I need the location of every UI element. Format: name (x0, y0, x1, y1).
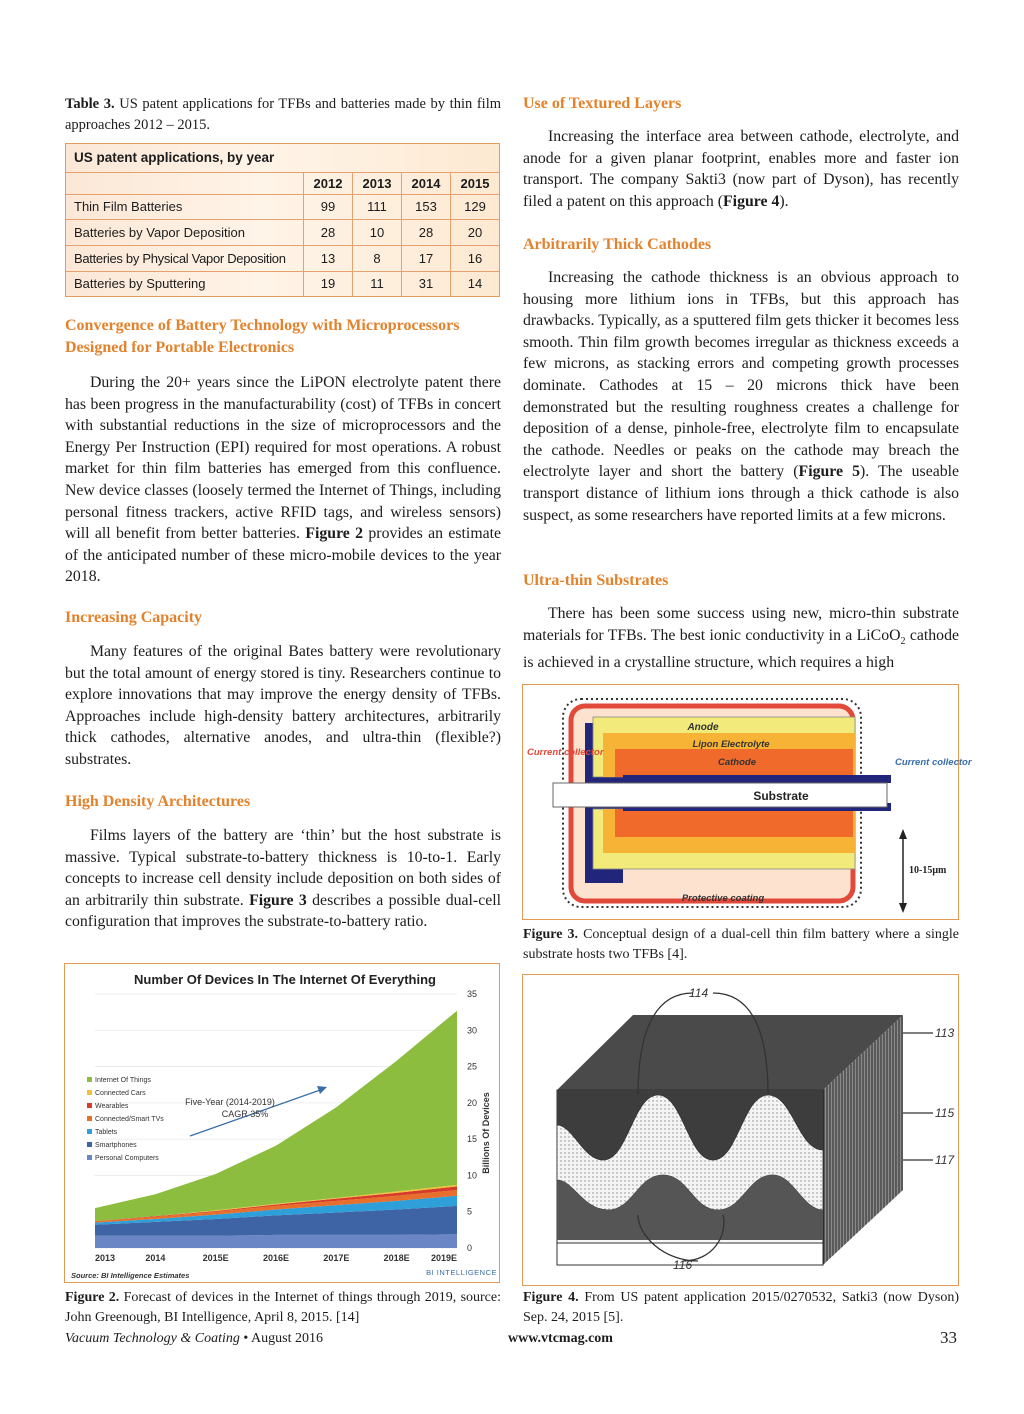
table-cell: 129 (451, 194, 500, 220)
series-area (95, 1234, 457, 1248)
table3-year: 2014 (402, 172, 451, 194)
table-cell: 10 (353, 220, 402, 246)
legend-swatch (87, 1090, 92, 1095)
thickness-arrow-bottom (899, 903, 907, 913)
paragraph-text: ). (779, 192, 789, 210)
section-heading: Use of Textured Layers (523, 95, 682, 112)
table-cell: 28 (304, 220, 353, 246)
legend-swatch (87, 1116, 92, 1121)
x-tick-label: 2015E (202, 1253, 229, 1263)
figure3 (522, 684, 972, 920)
x-tick-label: 2016E (262, 1253, 290, 1263)
table3-year: 2012 (304, 172, 353, 194)
table-cell: 111 (353, 194, 402, 220)
electrolyte-label: Lipon Electrolyte (692, 739, 770, 750)
legend-label: Smartphones (95, 1142, 137, 1149)
legend-label: Wearables (95, 1103, 129, 1110)
table-cell: 11 (353, 271, 402, 296)
table-cell: 28 (402, 220, 451, 246)
substrate-label: Substrate (753, 789, 809, 803)
table-cell: 19 (304, 271, 353, 296)
paragraph-text: Increasing the cathode thickness is an obvious approach to housing more lithium ions in TFBs, but this approach has drawbacks. Typically, as a sputtered film gets thicker it becomes less smooth. Thin film growth becomes irregular as thickness exceeds a few microns, as stacking errors and competing growth processes dominate. Cathodes at 15 – 20 microns thick have been demonstrated but the resulting roughness creates a challenge for deposition of a dense, pinhole-free, electrolyte film to encapsulate the cathode. Needles or peaks on the cathode may breach the electrolyte layer and short the battery ( (523, 269, 959, 481)
chart-source: Source: BI Intelligence Estimates (71, 1271, 190, 1280)
table3-caption-text: US patent applications for TFBs and batteries made by thin film approaches 2012 – 2015. (65, 96, 502, 133)
cathode-layer-bottom (615, 809, 853, 837)
section-ultra-thin (523, 570, 959, 674)
caption-text: From US patent application 2015/0270532, Satki3 (now Dyson) Sep. 24, 2015 [5]. (523, 1290, 960, 1325)
legend-label: Personal Computers (95, 1155, 159, 1162)
chart-legend (87, 1077, 164, 1162)
x-tick-label: 2018E (383, 1253, 410, 1263)
caption-label: Figure 2. (65, 1290, 120, 1305)
table-row (66, 271, 499, 296)
figure-reference: Figure 4 (723, 192, 780, 210)
table3-label: Table 3. (65, 96, 115, 112)
legend-swatch (87, 1129, 92, 1134)
x-tick-label: 2013 (95, 1253, 116, 1263)
figure3-caption (523, 925, 959, 964)
paragraph-text: describes a possible dual-cell configuration that improves the substrate-to-battery ratio. (65, 891, 501, 931)
legend-swatch (87, 1155, 92, 1160)
y-axis-ticks (467, 989, 477, 1253)
y-tick-label: 30 (467, 1025, 478, 1036)
current-collector-left-label: Current collector (527, 747, 604, 758)
caption-label: Figure 3. (523, 927, 578, 942)
chart-annotation: Five-Year (2014-2019) (185, 1097, 275, 1107)
body-paragraph (65, 372, 501, 588)
paragraph-text: During the 20+ years since the LiPON electrolyte patent there has been progress in the manufacturability (cost) of TFBs in concert with substantial reductions in the size of microprocessors and the Energy Per Instruction (EPI) required for most operations. A robust market for thin film batteries has emerged from this confluence. New device classes (loosely termed the Internet of Things, including personal fitness trackers, active RFID tags, and wireless sensors) will all benefit from better batteries. (65, 374, 501, 543)
textured-layer-diagram (523, 975, 958, 1285)
figure-reference: Figure 3 (249, 891, 307, 909)
section-thick-cathodes (523, 234, 959, 526)
section-capacity (65, 607, 501, 771)
section-textured (523, 93, 959, 212)
x-tick-label: 2017E (323, 1253, 350, 1263)
thickness-arrow-top (899, 829, 907, 839)
body-paragraph: Many features of the original Bates battery were revolutionary but the total amount of energy stored is tiny. Researchers continue to explore innovations that may improve the energy density of TFBs. Approaches include high-density battery architectures, arbitrarily thick cathodes, alternative anodes, and ultra-thin (flexible?) substrates. (65, 643, 501, 768)
paragraph-text: Films layers of the battery are ‘thin’ but the host substrate is massive. Typical substrate-to-battery thickness is 10-to-1. Early concepts to increase cell density include deposition on both sides of an arbitrarily thin substrate. (65, 827, 501, 909)
y-axis-label: Billions Of Devices (481, 1092, 491, 1174)
substrate (553, 783, 887, 807)
paragraph-text: Increasing the interface area between cathode, electrolyte, and anode for a given planar footprint, enables more and faster ion transport. The company Sakti3 (now part of Dyson), has recently filed a patent on this approach ( (523, 128, 959, 210)
current-collector-right-label: Current collector (895, 757, 972, 768)
figure-reference: Figure 5 (798, 463, 860, 481)
table3-year: 2015 (451, 172, 500, 194)
section-heading: Increasing Capacity (65, 609, 203, 626)
section-convergence (65, 315, 501, 588)
chart-title: Number Of Devices In The Internet Of Everything (134, 972, 436, 987)
table-cell: 31 (402, 271, 451, 296)
row-label: Batteries by Sputtering (74, 276, 206, 292)
chart-areas (95, 1011, 457, 1248)
table3-header: US patent applications, by year (66, 144, 499, 172)
legend-swatch (87, 1077, 92, 1082)
section-heading: Convergence of Battery Technology with Microprocessors Designed for Portable Electronics (65, 317, 460, 356)
table3-year: 2013 (353, 172, 402, 194)
bi-intelligence-logo: BI INTELLIGENCE (426, 1268, 497, 1277)
current-collector-right (623, 775, 891, 783)
cathode-label: Cathode (718, 757, 756, 768)
figure2 (64, 963, 500, 1283)
section-high-density (65, 791, 501, 933)
paragraph-text: provides an estimate of the anticipated number of these micro-mobile devices to the year 2018. (65, 525, 502, 586)
footer-journal (65, 1331, 323, 1347)
x-tick-label: 2019E (430, 1253, 457, 1263)
figure4-caption (523, 1288, 959, 1327)
table-row (66, 245, 499, 271)
table-cell: 20 (451, 220, 500, 246)
figure-reference: Figure 2 (305, 525, 364, 543)
ref-label-113: 113 (935, 1026, 955, 1040)
dual-cell-diagram (523, 685, 972, 919)
footer-bullet: • (243, 1331, 252, 1346)
anode-label: Anode (687, 722, 719, 733)
table-cell: 13 (304, 245, 353, 271)
y-tick-label: 10 (467, 1170, 478, 1181)
protective-coating-label: Protective coating (681, 893, 765, 904)
legend-label: Tablets (95, 1129, 118, 1136)
footer-url: www.vtcmag.com (508, 1331, 613, 1346)
ref-label-116: 116 (673, 1258, 693, 1272)
body-paragraph (523, 126, 959, 212)
legend-label: Connected/Smart TVs (95, 1116, 164, 1123)
paragraph-text: cathode is achieved in a crystalline structure, which requires a high (523, 626, 959, 672)
y-tick-label: 35 (467, 989, 478, 999)
table-cell: 14 (451, 271, 500, 296)
x-axis-ticks (95, 1253, 457, 1263)
body-paragraph (65, 825, 501, 933)
paragraph-text: ). The useable transport distance of lithium ions through a thick cathode is also suspect, as some researchers have reported limits at a few microns. (523, 463, 960, 524)
body-paragraph (523, 267, 959, 526)
issue-date: August 2016 (251, 1331, 323, 1346)
ref-label-114: 114 (689, 986, 709, 1000)
y-tick-label: 0 (467, 1243, 473, 1253)
table3-corner (66, 172, 304, 194)
x-tick-label: 2014 (145, 1253, 166, 1263)
table3-caption (65, 94, 501, 136)
legend-swatch (87, 1142, 92, 1147)
figure2-caption (65, 1288, 501, 1327)
section-heading: Arbitrarily Thick Cathodes (523, 236, 712, 253)
table-row (66, 194, 499, 220)
iot-area-chart (65, 964, 499, 1282)
y-tick-label: 5 (467, 1206, 473, 1217)
table-cell: 99 (304, 194, 353, 220)
row-label: Batteries by Vapor Deposition (66, 220, 304, 246)
chart-annotation: CAGR 35% (221, 1109, 269, 1119)
y-tick-label: 25 (467, 1061, 478, 1072)
table-cell: 153 (402, 194, 451, 220)
paragraph-text: There has been some success using new, micro-thin substrate materials for TFBs. The best ionic conductivity in a LiCoO (523, 605, 959, 644)
table3 (65, 143, 500, 297)
figure4 (522, 974, 959, 1286)
table-cell: 16 (451, 245, 500, 271)
legend-label: Internet Of Things (95, 1077, 151, 1084)
caption-label: Figure 4. (523, 1290, 579, 1305)
body-paragraph (523, 603, 959, 674)
ref-label-117: 117 (935, 1153, 955, 1167)
trend-arrow-head (317, 1086, 327, 1094)
table-cell: 8 (353, 245, 402, 271)
row-label: Batteries by Physical Vapor Deposition (66, 245, 304, 271)
section-heading: Ultra-thin Substrates (523, 572, 669, 589)
caption-text: Forecast of devices in the Internet of things through 2019, source: John Greenough, BI Intelligence, April 8, 2015. [14] (65, 1290, 501, 1325)
section-heading: High Density Architectures (65, 793, 251, 810)
table-row (66, 220, 499, 246)
subscript: 2 (900, 635, 906, 647)
legend-swatch (87, 1103, 92, 1108)
legend-label: Connected Cars (95, 1090, 146, 1097)
thickness-label: 10-15μm (909, 865, 947, 876)
y-tick-label: 15 (467, 1134, 478, 1145)
caption-text: Conceptual design of a dual-cell thin film battery where a single substrate hosts two TFBs [4]. (523, 927, 959, 962)
journal-name: Vacuum Technology & Coating (65, 1331, 240, 1346)
table-cell: 17 (402, 245, 451, 271)
y-tick-label: 20 (467, 1097, 478, 1108)
page-number: 33 (940, 1328, 957, 1347)
row-label: Thin Film Batteries (66, 194, 304, 220)
ref-label-115: 115 (935, 1106, 955, 1120)
